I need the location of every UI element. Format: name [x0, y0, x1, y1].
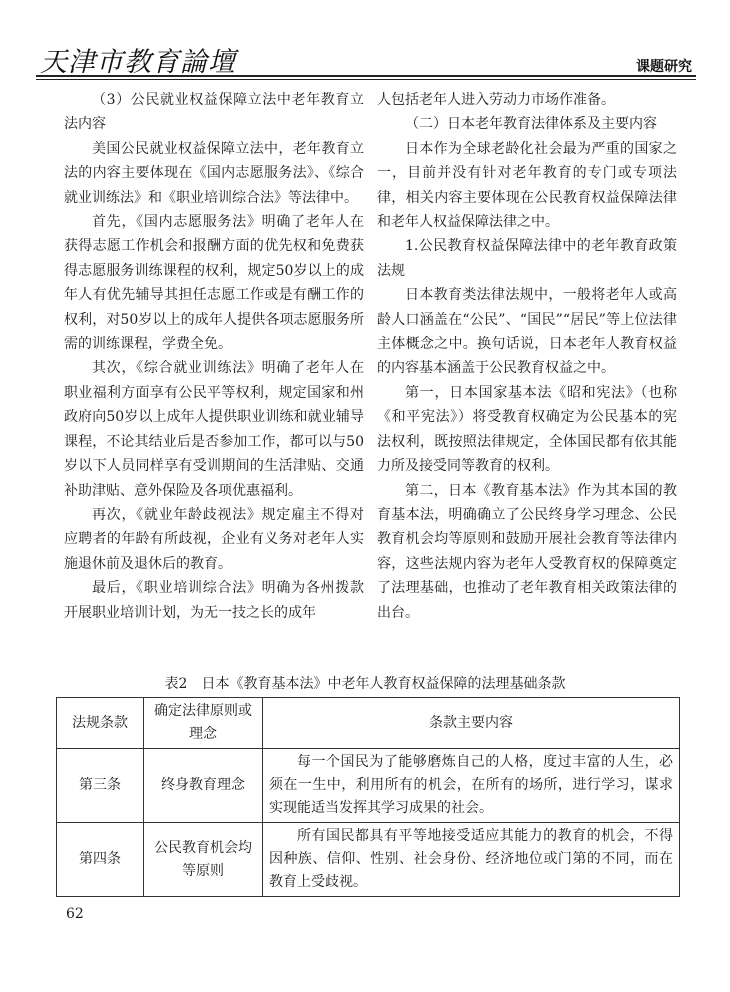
- page-header: [0, 0, 730, 80]
- table-row: [57, 823, 680, 897]
- paragraph: 再次，《就业年龄歧视法》规定雇主不得对应聘者的年龄有所歧视，企业有义务对老年人实施退休前及退休后的教育。: [64, 506, 364, 572]
- paragraph: 第一，日本国家基本法《昭和宪法》（也称《和平宪法》）将受教育权确定为公民基本的宪法权利，既按照法律规定，全体国民都有依其能力所及接受同等教育的权利。: [377, 384, 677, 475]
- paragraph: 1.公民教育权益保障法律中的老年教育政策法规: [377, 238, 677, 279]
- header-rule: [36, 75, 696, 77]
- header-article: 法规条款: [57, 698, 144, 749]
- cell-content: 每一个国民为了能够磨炼自己的人格，度过丰富的人生，必须在一生中，利用所有的机会，在所有的场所，进行学习，谋求实现能适当发挥其学习成果的社会。: [263, 749, 680, 823]
- paragraph: 日本教育类法律法规中，一般将老年人或高龄人口涵盖在“公民”、“国民”“居民”等上位法律主体概念之中。换句话说，日本老年人教育权益的内容基本涵盖于公民教育权益之中。: [377, 287, 677, 377]
- legal-basis-table: [56, 697, 680, 897]
- paragraph: 首先，《国内志愿服务法》明确了老年人在获得志愿工作机会和报酬方面的优先权和免费获得志愿服务训练课程的权利，规定50岁以上的成年人有优先辅导其担任志愿工作或是有酬工作的权利，对50岁以上的成年人提供各项志愿服务所需的训练课程，学费全免。: [64, 214, 364, 353]
- paragraph: 日本作为全球老龄化社会最为严重的国家之一，目前并没有针对老年教育的专门或专项法律，相关内容主要体现在公民教育权益保障法律和老年人权益保障法律之中。: [377, 140, 677, 231]
- left-column: [64, 88, 364, 625]
- header-content: 条款主要内容: [263, 698, 680, 749]
- cell-principle: 终身教育理念: [144, 749, 263, 823]
- cell-article: 第三条: [57, 749, 144, 823]
- paragraph: 最后，《职业培训综合法》明确为各州拨款开展职业培训计划，为无一技之长的成年: [64, 580, 364, 621]
- right-column: [377, 88, 677, 625]
- section-label: 课题研究: [636, 59, 692, 75]
- header-rule-thin: [36, 79, 696, 80]
- cell-content: 所有国民都具有平等地接受适应其能力的教育的机会，不得因种族、信仰、性别、社会身份、经济地位或门第的不同，而在教育上受歧视。: [263, 823, 680, 897]
- journal-logo: 天津市教育論壇: [40, 47, 236, 78]
- paragraph: 第二，日本《教育基本法》作为其本国的教育基本法，明确确立了公民终身学习理念、公民教育机会均等原则和鼓励开展社会教育等法律内容，这些法规内容为老年人受教育权的保障奠定了法理基础，也推动了老年教育相关政策法律的出台。: [377, 482, 677, 621]
- cell-principle: 公民教育机会均等原则: [144, 823, 263, 897]
- paragraph: 人包括老年人进入劳动力市场作准备。: [377, 92, 615, 108]
- paragraph: 其次，《综合就业训练法》明确了老年人在职业福利方面享有公民平等权利，规定国家和州政府向50岁以上成年人提供职业训练和就业辅导课程，不论其结业后是否参加工作，都可以与50岁以下人员同样享有受训期间的生活津贴、交通补助津贴、意外保险及各项优惠福利。: [64, 360, 364, 499]
- paragraph: （二）日本老年教育法律体系及主要内容: [405, 116, 657, 133]
- table-header-row: [57, 698, 680, 749]
- paragraph: （3）公民就业权益保障立法中老年教育立法内容: [64, 92, 364, 133]
- table-caption: 表2 日本《教育基本法》中老年人教育权益保障的法理基础条款: [164, 676, 566, 692]
- page-number: 62: [66, 906, 84, 922]
- paragraph: 美国公民就业权益保障立法中，老年教育立法的内容主要体现在《国内志愿服务法》、《综合就业训练法》和《职业培训综合法》等法律中。: [64, 140, 364, 206]
- table-row: [57, 749, 680, 823]
- header-principle: 确定法律原则或理念: [144, 698, 263, 749]
- cell-article: 第四条: [57, 823, 144, 897]
